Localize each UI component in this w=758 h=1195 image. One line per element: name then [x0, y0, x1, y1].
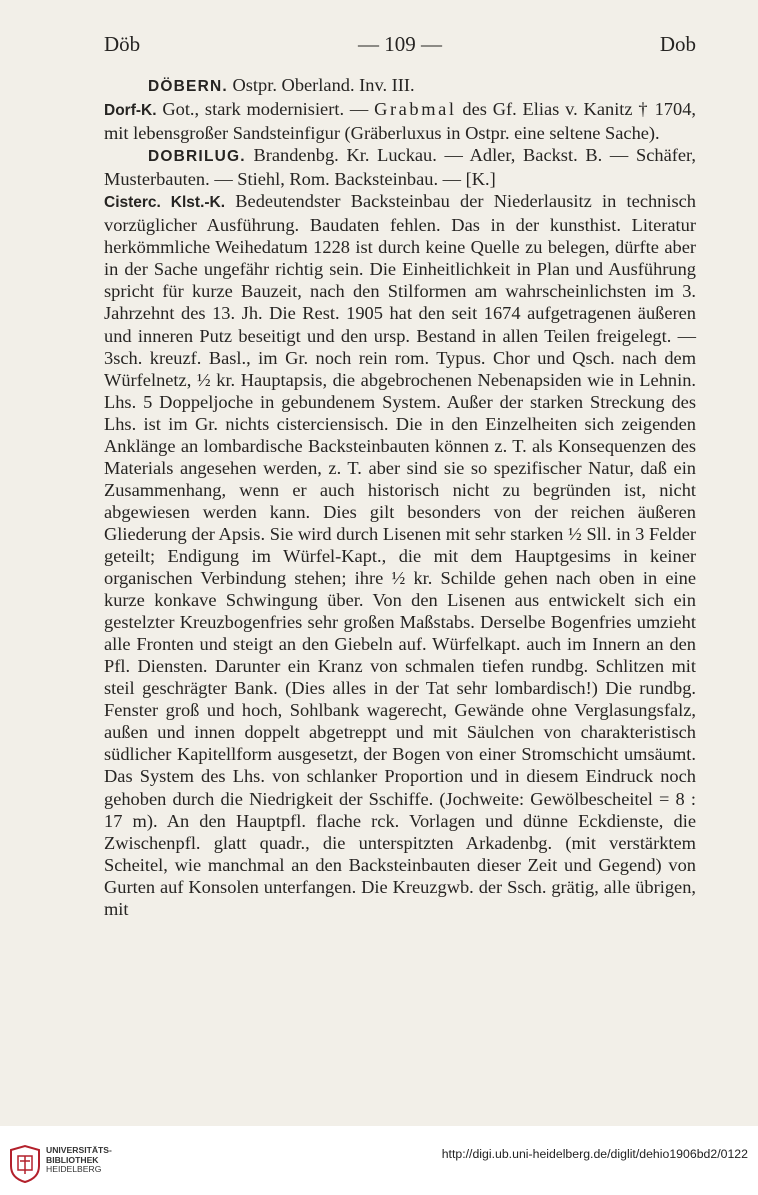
- entry-dobrilug-body: [104, 190, 696, 920]
- entry-doebern-heading: [104, 74, 696, 98]
- header-right-catchword: Dob: [659, 32, 696, 56]
- doebern-spaced-word: Grabmal: [374, 99, 457, 120]
- library-name: [46, 1146, 112, 1175]
- university-seal-icon: [8, 1144, 42, 1184]
- library-line-1: UNIVERSITÄTS-: [46, 1145, 112, 1155]
- lemma-dobrilug: DOBRILUG.: [148, 148, 246, 166]
- subheading-cisterc-klst-k: Cisterc. Klst.-K.: [104, 194, 226, 212]
- source-url-link[interactable]: http://digi.ub.uni-heidelberg.de/diglit/dehio1906bd2/0122: [441, 1147, 748, 1161]
- lemma-doebern: DÖBERN.: [148, 78, 228, 95]
- page-number: — 109 —: [358, 32, 442, 56]
- library-line-3: HEIDELBERG: [46, 1164, 102, 1175]
- dobrilug-description: Bedeutendster Backsteinbau der Niederlausitz in technisch vorzüglicher Ausführung. Baudaten fehlen. Das in der kunsthist. Literatur herkömmliche Weihedatum 1228 ist durch keine Quelle zu belegen, dürfte aber in der Sache ungefähr richtig sein. Die Einheitlichkeit in Plan und Ausführung spricht für kurze Bauzeit, nach den Stilformen am wahrscheinlichsten im 3. Jahrzehnt des 13. Jh. Die Rest. 1905 hat den seit 1674 aufgetragenen äußeren und inneren Putz beseitigt und den ursp. Bestand in allen Teilen freigelegt. — 3sch. kreuzf. Basl., im Gr. noch rein rom. Typus. Chor und Qsch. nach dem Würfelnetz, ½ kr. Hauptapsis, die abgebrochenen Nebenapsiden wie in Lehnin. Lhs. 5 Doppeljoche in gebundenem System. Außer der starken Streckung des Lhs. ist im Gr. nichts cisterciensisch. Die in den Einzelheiten sich zeigenden Anklänge an lombardische Backsteinbauten können z. T. als Konsequenzen des Materials angesehen werden, z. T. aber sind sie so spezifischer Natur, daß ein Zusammenhang, wenn er auch historisch nicht zu begründen ist, nicht abgewiesen werden kann. Dies gilt besonders von der reichen äußeren Gliederung der Apsis. Sie wird durch Lisenen mit sehr starken ½ Sll. in 3 Felder geteilt; Endigung im Würfel-Kapt., die mit dem Hauptgesims in keiner organischen Verbindung stehen; ihre ½ kr. Schilde gehen nach oben in eine kurze konkave Schwingung über. Von den Lisenen aus entwickelt sich ein gestelzter Kreuzbogenfries sehr großen Maßstabs. Derselbe Bogenfries umzieht alle Fronten und steigt an den Giebeln auf. Würfelkapt. auch im Innern an den Pfl. Diensten. Darunter ein Kranz von schmalen tiefen rundbg. Schlitzen mit steil geschrägter Bank. (Dies alles in der Tat sehr lombardisch!) Die rundbg. Fenster groß und hoch, Sohlbank wagerecht, Gewände ohne Verglasungsfalz, außen und innen doppelt abgetreppt und mit Säulchen von charakteristisch südlicher Kapitellform ausgesetzt, der Bogen von einer Stromschicht umsäumt. Das System des Lhs. von schlanker Proportion und in diesem Eindruck noch gehoben durch die Niedrigkeit der Sschiffe. (Jochweite: Gewölbescheitel = 8 : 17 m). An den Hauptpfl. flache rck. Vorlagen und dünne Eckdienste, die Zwischenpfl. glatt quadr., die unterspitzten Arkadenbg. (mit verstärktem Scheitel, wie manchmal an den Backsteinbauten dieser Zeit und Gegend) von Gurten auf Konsolen unterfangen. Die Kreuzgwb. der Ssch. grätig, alle übrigen, mit: [104, 191, 697, 919]
- doebern-location: Ostpr. Oberland. Inv. III.: [227, 75, 415, 95]
- digitization-footer: [0, 1126, 758, 1195]
- main-text: [104, 74, 696, 920]
- header-left-catchword: Döb: [104, 32, 141, 56]
- doebern-text-a: Got., stark modernisiert. —: [156, 99, 375, 120]
- dobrilug-references: Brandenbg. Kr. Luckau. — Adler, Backst. B. — Schäfer, Musterbauten. — Stiehl, Rom. Backsteinbau. — [K.]: [104, 145, 696, 190]
- running-header: [104, 32, 696, 64]
- doebern-text-b: des Gf. Elias v. Kanitz † 1704, mit lebensgroßer Sandsteinfigur (Gräberluxus in Ostpr. eine seltene Sache).: [104, 99, 696, 144]
- entry-dobrilug-heading: [104, 144, 696, 190]
- library-line-2: BIBLIOTHEK: [46, 1154, 99, 1165]
- subheading-dorf-k: Dorf-K.: [104, 102, 157, 120]
- entry-doebern-body: [104, 98, 696, 144]
